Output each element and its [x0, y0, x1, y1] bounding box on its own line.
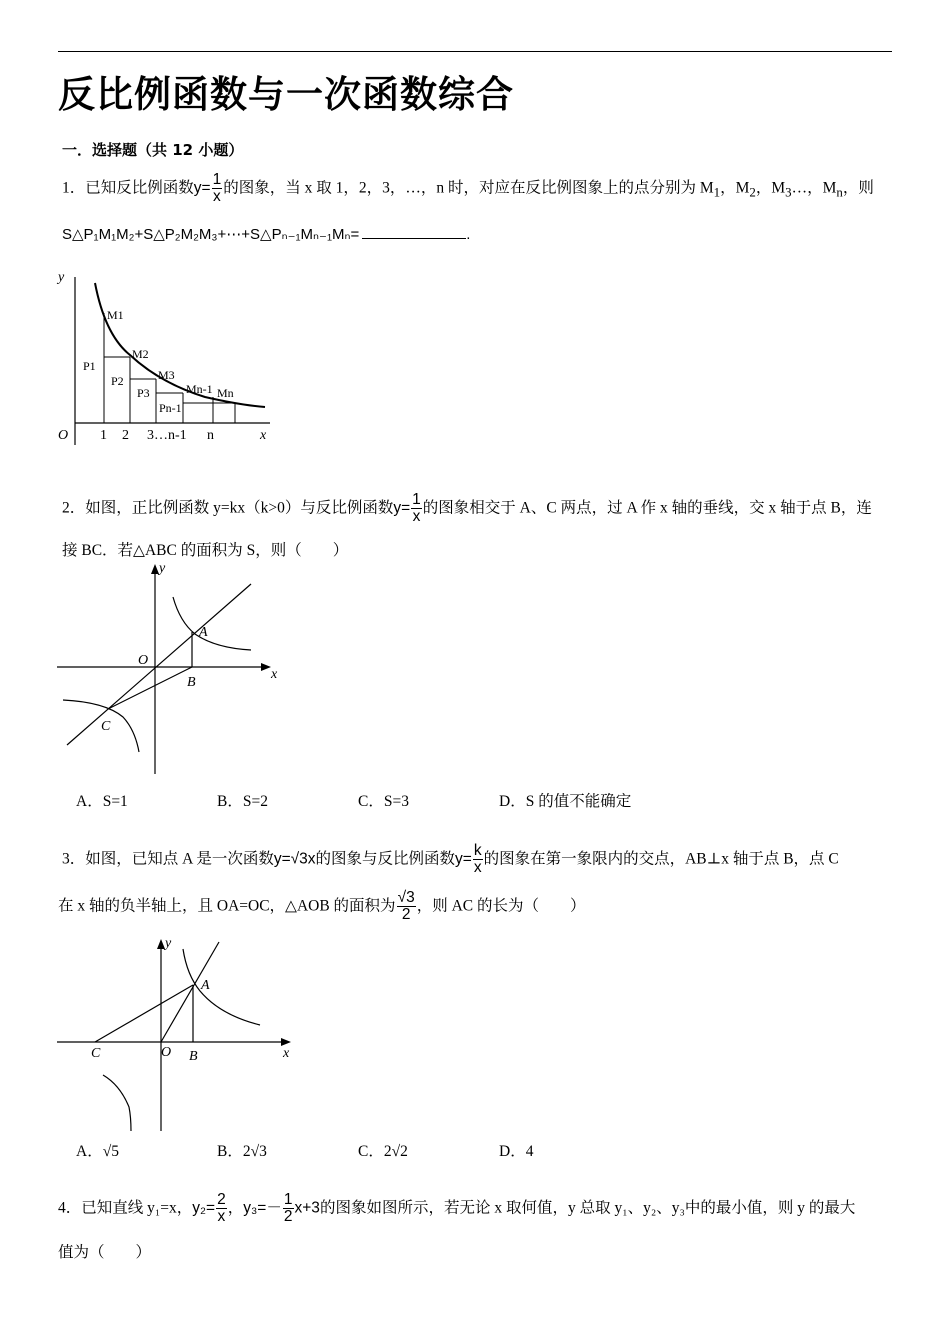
q3-linear-eq: y=√3x: [273, 850, 316, 868]
point-label: Mn: [217, 386, 234, 400]
q2-figure: [55, 562, 285, 777]
option-b[interactable]: B．2√3: [217, 1143, 267, 1160]
rect-label: P3: [137, 386, 150, 400]
tick-label: 1: [100, 428, 107, 443]
q3-area-fraction: $\frac{√3}{2}$: [397, 889, 415, 924]
option-c[interactable]: C．2√2: [358, 1143, 408, 1160]
point-label: M1: [107, 308, 124, 322]
q4-line2: 值为（ ）: [58, 1244, 152, 1261]
rect-label: Pn-1: [159, 401, 182, 415]
q1-fraction: $\frac{1}{x}$: [212, 171, 222, 206]
q3-eq: y=: [455, 850, 472, 868]
option-c[interactable]: C．S=3: [358, 793, 409, 810]
q4-line1: 4．已知直线 y₁=x，y₂= $\frac{2}{x}$ ，y₃=－ $\frac{1}{2}$ x+3的图象如图所示，若无论 x 取何值，y 总取 y₁、y₂、y₃中的最小值，则 y 的最大: [58, 1191, 856, 1226]
q2-origin-label: O: [138, 653, 149, 668]
hyperbola-curve: [95, 283, 265, 407]
q2-y-label: y: [159, 562, 166, 576]
answer-blank: [362, 226, 466, 239]
q1-x-label: x: [260, 428, 267, 443]
rect-label: P1: [83, 359, 96, 373]
rect-label: P2: [111, 374, 124, 388]
q3-origin-label: O: [161, 1045, 172, 1060]
q3-x-label: x: [283, 1046, 290, 1061]
q4-y2-fraction: $\frac{2}{x}$: [217, 1191, 226, 1226]
q1-eq: y=: [193, 179, 211, 197]
q1-line1: 1．已知反比例函数y= $\frac{1}{x}$ 的图象，当 x 取 1，2，3，…，n 时，对应在反比例图象上的点分别为 $M_1$，$M_2$，$M_3\dots$，$M_n$，则: [62, 171, 874, 206]
option-a[interactable]: A．√5: [76, 1143, 119, 1160]
point-c-label: C: [101, 719, 111, 734]
tick-label: n: [207, 428, 214, 443]
q1-y-label: y: [58, 270, 65, 285]
tick-label: 2: [122, 428, 129, 443]
option-d[interactable]: D．4: [499, 1143, 534, 1160]
q3-figure: [55, 935, 300, 1133]
q4-y3-eq: y₃=－: [243, 1199, 282, 1217]
point-c-label: C: [91, 1046, 101, 1061]
q1-formula: S△P₁M₁M₂+S△P₂M₂M₃+⋯+S△Pₙ₋₁Mₙ₋₁Mₙ=: [62, 226, 360, 243]
q1-figure: [55, 265, 280, 450]
q2-eq: y=: [393, 499, 411, 517]
q2-line1: 2．如图，正比例函数 y=kx（k>0）与反比例函数y= $\frac{1}{x}$ 的图象相交于 A、C 两点，过 A 作 x 轴的垂线，交 x 轴于点 B，连: [62, 491, 872, 526]
q1-origin-label: O: [58, 428, 69, 443]
q2-line2: 接 BC．若△ABC 的面积为 S，则（ ）: [62, 542, 349, 559]
q1-formula-line: S△P₁M₁M₂+S△P₂M₂M₃+⋯+S△Pₙ₋₁Mₙ₋₁Mₙ= .: [62, 226, 471, 243]
tick-label: 3…n-1: [147, 428, 187, 443]
q2-fraction: $\frac{1}{x}$: [412, 491, 421, 526]
q3-y-label: y: [165, 936, 172, 951]
q4-y3-fraction: $\frac{1}{2}$: [283, 1191, 293, 1226]
point-a-label: A: [199, 625, 208, 640]
option-d[interactable]: D．S 的值不能确定: [499, 793, 632, 810]
point-b-label: B: [187, 675, 196, 690]
option-b[interactable]: B．S=2: [217, 793, 268, 810]
point-label: M3: [158, 368, 175, 382]
q3-line1: 3．如图，已知点 A 是一次函数y=√3x的图象与反比例函数y= $\frac{k}{x}$ 的图象在第一象限内的交点，AB⊥x 轴于点 B，点 C: [62, 842, 839, 877]
top-rule: [58, 51, 892, 52]
q3-line2: 在 x 轴的负半轴上，且 OA=OC，△AOB 的面积为 $\frac{√3}{2}$ ，则 AC 的长为（ ）: [58, 889, 586, 924]
point-label: M2: [132, 347, 149, 361]
page-title: 反比例函数与一次函数综合: [58, 73, 514, 116]
q4-y2-eq: y₂=: [192, 1199, 216, 1217]
point-a-label: A: [201, 978, 210, 993]
point-b-label: B: [189, 1049, 198, 1064]
section-heading: 一．选择题（共 12 小题）: [62, 141, 244, 159]
q3-fraction: $\frac{k}{x}$: [473, 842, 482, 877]
option-a[interactable]: A．S=1: [76, 793, 128, 810]
q2-x-label: x: [271, 667, 278, 682]
point-label: Mn-1: [186, 382, 213, 396]
